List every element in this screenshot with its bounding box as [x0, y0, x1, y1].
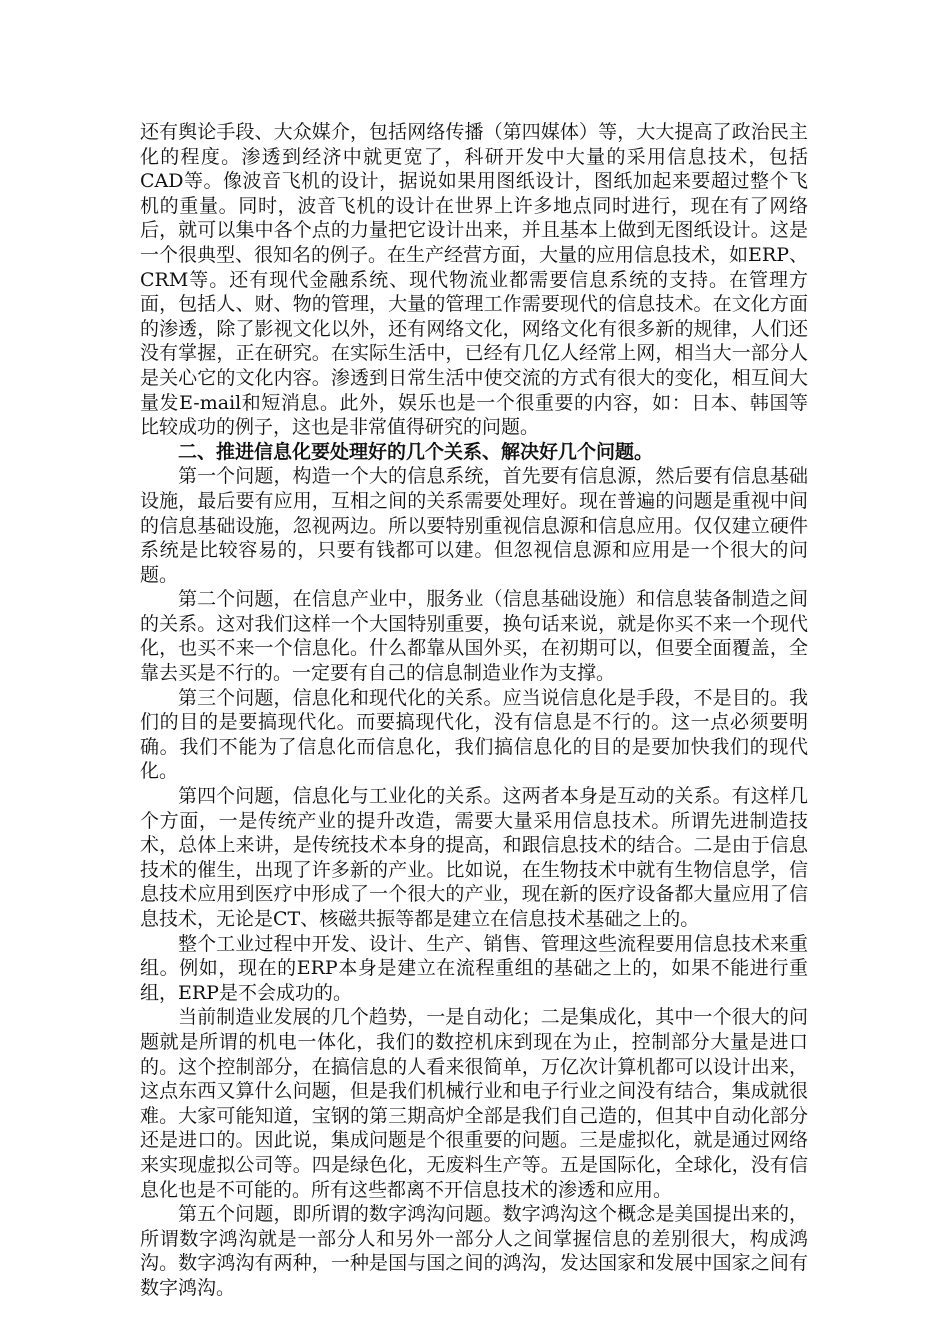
- body-paragraph: 第二个问题，在信息产业中，服务业（信息基础设施）和信息装备制造之间的关系。这对我们这样一个大国特别重要，换句话来说，就是你买不来一个现代化，也买不来一个信息化。什么都靠从国外买，在初期可以，但要全面覆盖，全靠去买是不行的。一定要有自己的信息制造业作为支撑。: [140, 588, 808, 685]
- body-paragraph: 还有舆论手段、大众媒介，包括网络传播（第四媒体）等，大大提高了政治民主化的程度。渗透到经济中就更宽了，科研开发中大量的采用信息技术，包括CAD等。像波音飞机的设计，据说如果用图纸设计，图纸加起来要超过整个飞机的重量。同时，波音飞机的设计在世界上许多地点同时进行，现在有了网络后，就可以集中各个点的力量把它设计出来，并且基本上做到无图纸设计。这是一个很典型、很知名的例子。在生产经营方面，大量的应用信息技术，如ERP、CRM等。还有现代金融系统、现代物流业都需要信息系统的支持。在管理方面，包括人、财、物的管理，大量的管理工作需要现代的信息技术。在文化方面的渗透，除了影视文化以外，还有网络文化，网络文化有很多新的规律，人们还没有掌握，正在研究。在实际生活中，已经有几亿人经常上网，相当大一部分人是关心它的文化内容。渗透到日常生活中使交流的方式有很大的变化，相互间大量发E-mail和短消息。此外，娱乐也是一个很重要的内容，如：日本、韩国等比较成功的例子，这也是非常值得研究的问题。: [140, 121, 808, 439]
- body-paragraph: 整个工业过程中开发、设计、生产、销售、管理这些流程要用信息技术来重组。例如，现在的ERP本身是建立在流程重组的基础之上的，如果不能进行重组，ERP是不会成功的。: [140, 932, 808, 1004]
- section-heading: 二、推进信息化要处理好的几个关系、解决好几个问题。: [178, 440, 654, 463]
- body-paragraph: 第四个问题，信息化与工业化的关系。这两者本身是互动的关系。有这样几个方面，一是传统产业的提升改造，需要大量采用信息技术。所谓先进制造技术，总体上来讲，是传统技术本身的提高，和跟信息技术的结合。二是由于信息技术的催生，出现了许多新的产业。比如说，在生物技术中就有生物信息学，信息技术应用到医疗中形成了一个很大的产业，现在新的医疗设备都大量应用了信息技术，无论是CT、核磁共振等都是建立在信息技术基础之上的。: [140, 785, 808, 930]
- body-paragraph: 第五个问题，即所谓的数字鸿沟问题。数字鸿沟这个概念是美国提出来的，所谓数字鸿沟就是一部分人和另外一部分人之间掌握信息的差别很大，构成鸿沟。数字鸿沟有两种，一种是国与国之间的鸿沟，发达国家和发展中国家之间有数字鸿沟。: [140, 1203, 808, 1299]
- body-paragraph: 当前制造业发展的几个趋势，一是自动化；二是集成化，其中一个很大的问题就是所谓的机电一体化，我们的数控机床到现在为止，控制部分大量是进口的。这个控制部分，在搞信息的人看来很简单，万亿次计算机都可以设计出来，这点东西又算什么问题，但是我们机械行业和电子行业之间没有结合，集成就很难。大家可能知道，宝钢的第三期高炉全部是我们自己造的，但其中自动化部分还是进口的。因此说，集成问题是个很重要的问题。三是虚拟化，就是通过网络来实现虚拟公司等。四是绿色化，无废料生产等。五是国际化，全球化，没有信息化也是不可能的。所有这些都离不开信息技术的渗透和应用。: [140, 1006, 808, 1201]
- document-page: [140, 120, 808, 1301]
- body-paragraph: 第一个问题，构造一个大的信息系统，首先要有信息源，然后要有信息基础设施，最后要有应用，互相之间的关系需要处理好。现在普遍的问题是重视中间的信息基础设施，忽视两边。所以要特别重视信息源和信息应用。仅仅建立硬件系统是比较容易的，只要有钱都可以建。但忽视信息源和应用是一个很大的问题。: [140, 465, 808, 586]
- body-paragraph: 第三个问题，信息化和现代化的关系。应当说信息化是手段，不是目的。我们的目的是要搞现代化。而要搞现代化，没有信息是不行的。这一点必须要明确。我们不能为了信息化而信息化，我们搞信息化的目的是要加快我们的现代化。: [140, 686, 808, 783]
